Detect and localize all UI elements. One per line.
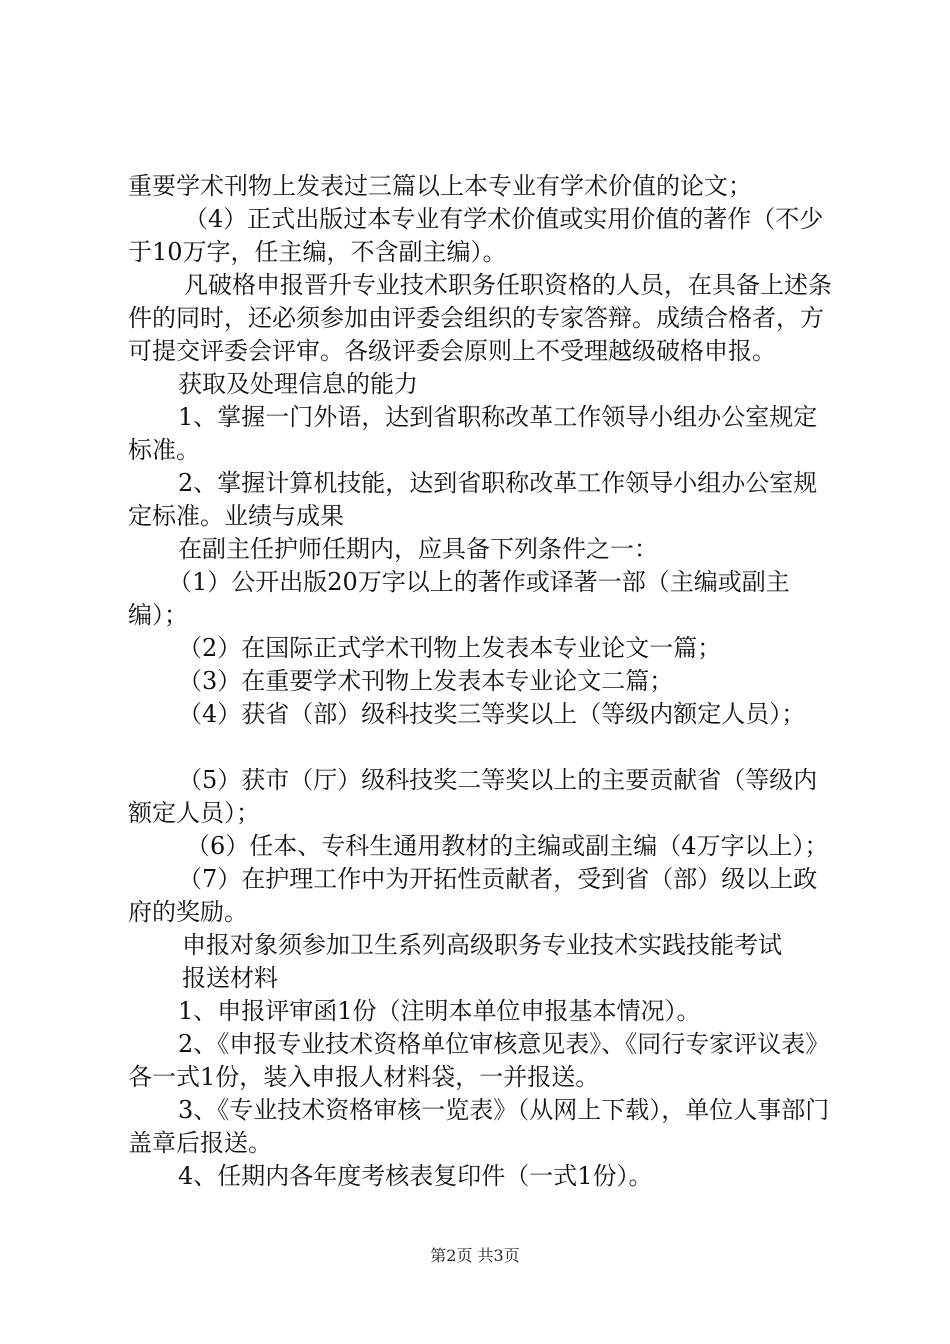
list-item: （2）在国际正式学术刊物上发表本专业论文一篇； xyxy=(178,634,722,662)
blank-line xyxy=(128,731,838,764)
document-body xyxy=(128,170,838,1193)
list-item: 3、《专业技术资格审核一览表》（从网上下载），单位人事部门盖章后报送。 xyxy=(128,1096,830,1157)
list-item: 2、《申报专业技术资格单位审核意见表》、《同行专家评议表》各一式1份，装入申报人材料袋，一并报送。 xyxy=(128,1030,830,1091)
list-item: （3）在重要学术刊物上发表本专业论文二篇； xyxy=(178,667,674,695)
list-item: （6）任本、专科生通用教材的主编或副主编（4万字以上）； xyxy=(186,832,829,860)
paragraph: 凡破格申报晋升专业技术职务任职资格的人员，在具备上述条件的同时，还必须参加由评委会组织的专家答辩。成绩合格者，方可提交评委会评审。各级评委会原则上不受理越级破格申报。 xyxy=(128,271,832,365)
paragraph: 1、掌握一门外语，达到省职称改革工作领导小组办公室规定标准。 xyxy=(128,403,818,464)
list-item: （7）在护理工作中为开拓性贡献者，受到省（部）级以上政府的奖励。 xyxy=(128,865,818,926)
list-item: （5）获市（厅）级科技奖二等奖以上的主要贡献省（等级内额定人员）； xyxy=(128,766,818,827)
page-footer: 第2页 共3页 xyxy=(430,1246,520,1265)
section-heading: 报送材料 xyxy=(182,964,278,992)
list-item: 1、申报评审函1份（注明本单位申报基本情况）。 xyxy=(178,997,701,1025)
paragraph: 在副主任护师任期内，应具备下列条件之一： xyxy=(178,535,658,563)
paragraph: 重要学术刊物上发表过三篇以上本专业有学术价值的论文； xyxy=(128,172,752,200)
section-heading: 获取及处理信息的能力 xyxy=(178,370,418,398)
paragraph: （4）正式出版过本专业有学术价值或实用价值的著作（不少于10万字，任主编，不含副主编）。 xyxy=(128,205,824,266)
list-item: （1）公开出版20万字以上的著作或译著一部（主编或副主编）； xyxy=(128,568,790,629)
list-item: 4、任期内各年度考核表复印件（一式1份）。 xyxy=(178,1162,653,1190)
paragraph: 申报对象须参加卫生系列高级职务专业技术实践技能考试 xyxy=(182,931,782,959)
paragraph: 2、掌握计算机技能，达到省职称改革工作领导小组办公室规定标准。业绩与成果 xyxy=(128,469,818,530)
list-item: （4）获省（部）级科技奖三等奖以上（等级内额定人员）； xyxy=(178,700,806,728)
